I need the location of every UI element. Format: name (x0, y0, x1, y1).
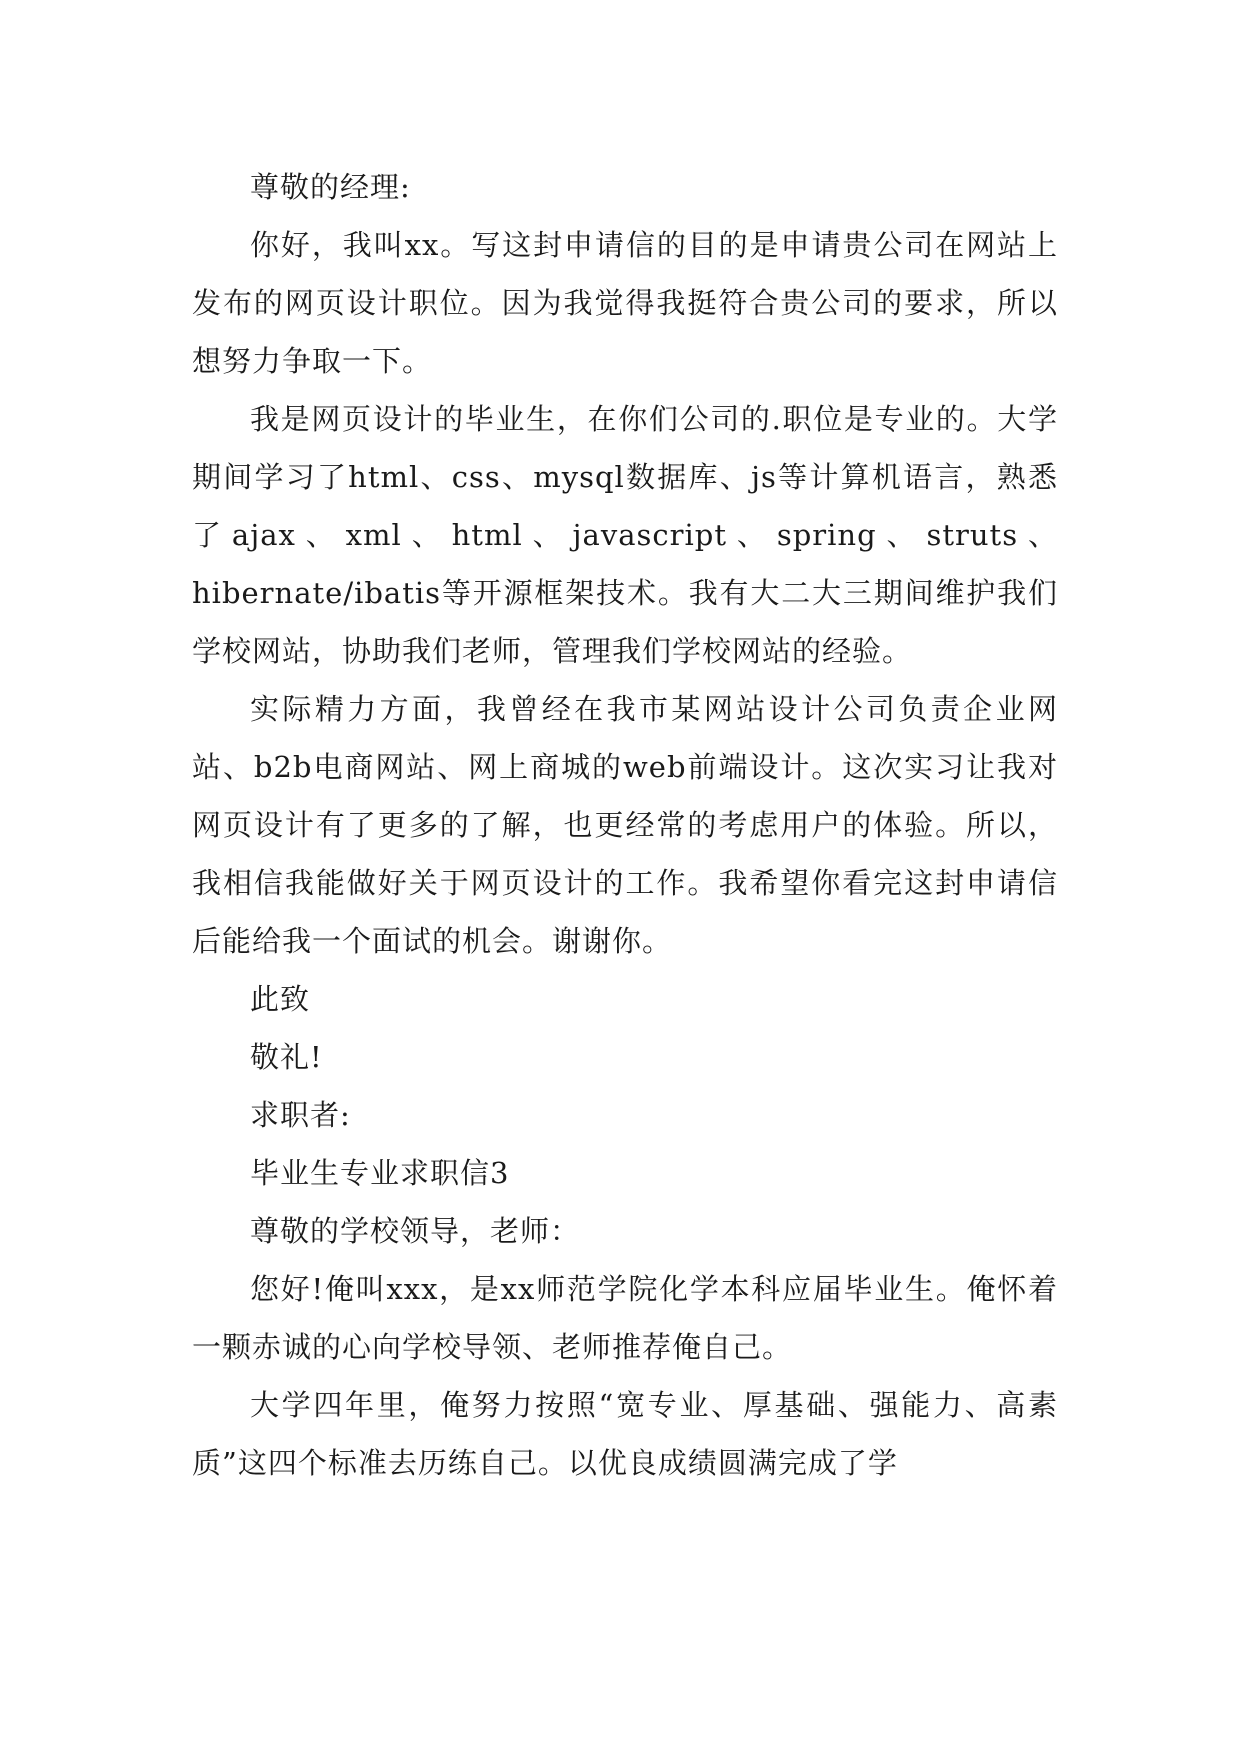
section-title: 毕业生专业求职信3 (250, 1156, 510, 1190)
closing-greeting: 此致 (250, 982, 311, 1016)
salutation-second: 尊敬的学校领导，老师： (250, 1214, 581, 1248)
signature-line: 求职者: (250, 1098, 351, 1132)
paragraph-experience: 实际精力方面，我曾经在我市某网站设计公司负责企业网站、b2b电商网站、网上商城的web前端设计。这次实习让我对网页设计有了更多的了解，也更经常的考虑用户的体验。所以，我相信我能做好关于网页设计的工作。我希望你看完这封申请信后能给我一个面试的机会。谢谢你。 (192, 692, 1058, 958)
paragraph-university: 大学四年里，俺努力按照“宽专业、厚基础、强能力、高素质”这四个标准去历练自己。以优良成绩圆满完成了学 (192, 1388, 1058, 1480)
paragraph-education: 我是网页设计的毕业生，在你们公司的.职位是专业的。大学期间学习了html、css、mysql数据库、js等计算机语言，熟悉了ajax、xml、html、javascript、spring、struts、hibernate/ibatis等开源框架技术。我有大二大三期间维护我们学校网站，协助我们老师，管理我们学校网站的经验。 (192, 402, 1058, 668)
closing-salute: 敬礼! (250, 1040, 323, 1074)
letter-body (192, 158, 1058, 1492)
paragraph-intro: 你好，我叫xx。写这封申请信的目的是申请贵公司在网站上发布的网页设计职位。因为我觉得我挺符合贵公司的要求，所以想努力争取一下。 (192, 228, 1058, 378)
salutation: 尊敬的经理: (250, 170, 411, 204)
paragraph-self-intro: 您好!俺叫xxx，是xx师范学院化学本科应届毕业生。俺怀着一颗赤诚的心向学校导领、老师推荐俺自己。 (192, 1272, 1058, 1364)
